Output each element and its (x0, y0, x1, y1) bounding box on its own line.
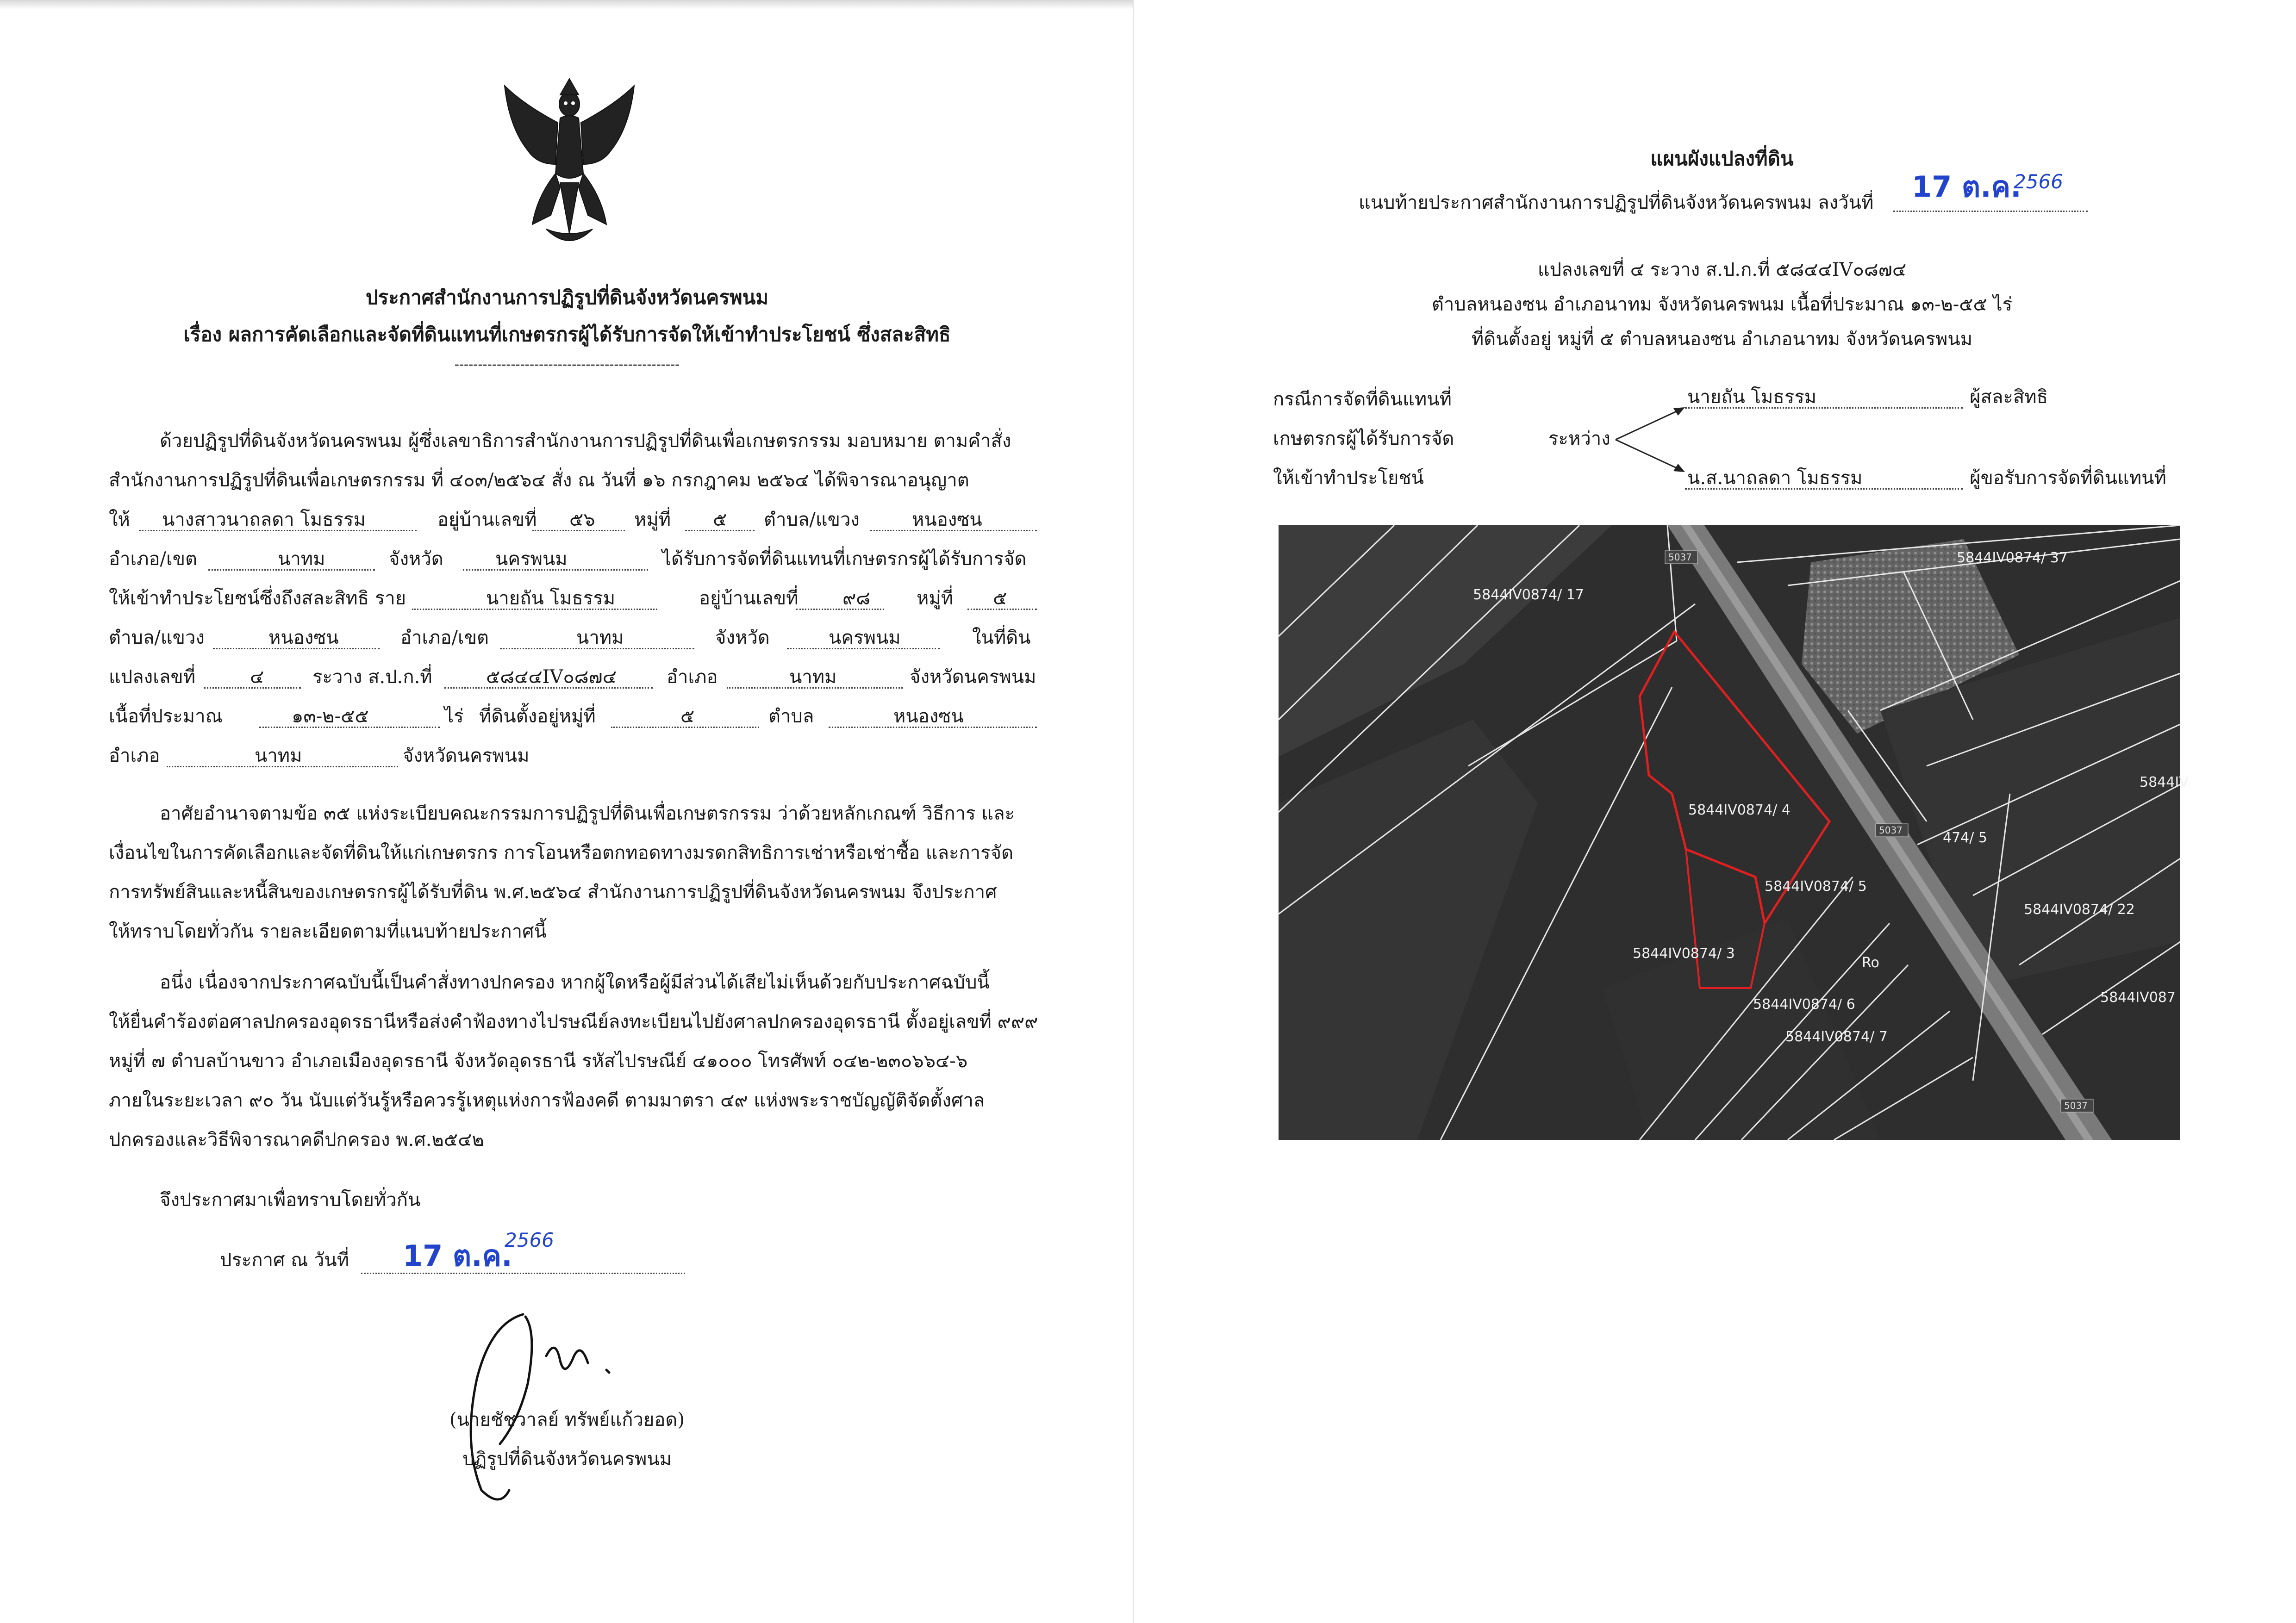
road-sign-1: 5037 (1668, 552, 1692, 563)
plot-moo: ๕ (680, 706, 695, 727)
grantee-tambon: หนองซน (912, 509, 982, 530)
map-label-7: 5844IV0874/ 7 (1785, 1029, 1888, 1045)
annex-date-stamp: 17 ต.ค. (1912, 170, 2021, 204)
label: อำเภอ/เขต (400, 627, 489, 648)
label: หมู่ที่ (634, 509, 671, 530)
waiver-tambon: หนองซน (268, 627, 339, 648)
case-line1: กรณีการจัดที่ดินแทนที่ (1273, 389, 1452, 410)
annex-sub-label: แนบท้ายประกาศสำนักงานการปฏิรูปที่ดินจังหวัดนครพนม ลงวันที่ (1359, 192, 1874, 213)
label: จังหวัด (389, 548, 443, 570)
map-label-right1: 5844IV (2140, 774, 2189, 790)
case-line3: ให้เข้าทำประโยชน์ (1273, 467, 1424, 489)
label: ระวาง ส.ป.ก.ที่ (312, 666, 432, 688)
map-label-474: 474/ 5 (1943, 830, 1987, 846)
plot-area: ๑๓-๒-๕๕ (292, 706, 369, 727)
map-label-5: 5844IV0874/ 5 (1765, 878, 1867, 895)
signer-name: (นายชัชวาลย์ ทรัพย์แก้วยอด) (449, 1409, 685, 1430)
map-label-6: 5844IV0874/ 6 (1753, 996, 1855, 1013)
road-sign-3: 5037 (2064, 1100, 2088, 1111)
notice-subject: เรื่อง ผลการคัดเลือกและจัดที่ดินแทนที่เกษตรกรผู้ได้รับการจัดให้เข้าทำประโยชน์ ซึ่งสละสิทธิ (183, 323, 951, 346)
party2-role: ผู้ขอรับการจัดที่ดินแทนที่ (1970, 467, 2166, 489)
annex-line2: ตำบลหนองซน อำเภอนาทม จังหวัดนครพนม เนื้อที่ประมาณ ๑๓-๒-๕๕ ไร่ (1431, 294, 2013, 315)
map-label-22: 5844IV0874/ 22 (2024, 902, 2135, 918)
date-label: ประกาศ ณ วันที่ (220, 1250, 349, 1271)
grantee-moo: ๕ (713, 509, 727, 530)
arrow-icon (1611, 398, 1694, 481)
label: ให้เข้าทำประโยชน์ซึ่งถึงสละสิทธิ ราย (109, 588, 406, 609)
aerial-map (1279, 525, 2189, 1140)
plot-no: ๔ (250, 666, 264, 688)
map-canvas (1279, 525, 2189, 1140)
label: อำเภอ (667, 666, 718, 688)
p3-line5: ปกครองและวิธีพิจารณาคดีปกครอง พ.ศ.๒๕๔๒ (109, 1129, 484, 1150)
grantee-name: นางสาวนาถลดา โมธรรม (162, 509, 366, 530)
label: จังหวัด (715, 627, 770, 648)
text: จังหวัดนครพนม (910, 666, 1036, 688)
p2-line3: การทรัพย์สินและหนี้สินของเกษตรกรผู้ได้รับที่ดิน พ.ศ.๒๕๖๔ สำนักงานการปฏิรูปที่ดินจังหวัดนครพนม จึงประกาศ (109, 882, 997, 903)
p2-line2: เงื่อนไขในการคัดเลือกและจัดที่ดินให้แก่เกษตรกร การโอนหรือตกทอดทางมรดกสิทธิการเช่าหรือเช่าซื้อ และการจัด (109, 842, 1014, 864)
map-label-ro: Ro (1862, 955, 1879, 971)
party1-name: นายถัน โมธรรม (1687, 386, 1817, 408)
label: อยู่บ้านเลขที่ (699, 588, 799, 609)
grantee-house-no: ๕๖ (569, 509, 595, 530)
signer-title: ปฏิรูปที่ดินจังหวัดนครพนม (462, 1449, 672, 1470)
label: แปลงเลขที่ (109, 666, 196, 688)
waiver-amphoe: นาทม (576, 627, 624, 648)
plot-amphoe-2: นาทม (255, 745, 302, 766)
label: อยู่บ้านเลขที่ (437, 509, 537, 530)
waiver-province: นครพนม (829, 627, 901, 648)
p1-line1: ด้วยปฏิรูปที่ดินจังหวัดนครพนม ผู้ซึ่งเลขาธิการสำนักงานการปฏิรูปที่ดินเพื่อเกษตรกรรม มอบหมาย ตามคำสั่ง (160, 430, 1011, 452)
p3-line2: ให้ยื่นคำร้องต่อศาลปกครองอุดรธานีหรือส่งคำฟ้องทางไปรษณีย์ลงทะเบียนไปยังศาลปกครองอุดรธานี ตั้งอยู่เลขที่ ๙๙๙ (109, 1011, 1038, 1032)
map-label-4: 5844IV0874/ 4 (1688, 802, 1791, 818)
map-label-37: 5844IV0874/ 37 (1957, 550, 2068, 566)
divider: ------------------------------------------------ (454, 356, 680, 373)
scan-edge (0, 0, 1134, 9)
label: ที่ดินตั้งอยู่หมู่ที่ (479, 706, 596, 727)
label: ไร่ (444, 706, 464, 727)
waiver-name: นายถัน โมธรรม (486, 588, 616, 609)
p1-line2: สำนักงานการปฏิรูปที่ดินเพื่อเกษตรกรรม ที่ ๔๐๓/๒๕๖๔ สั่ง ณ วันที่ ๑๖ กรกฎาคม ๒๕๖๔ ได้พิจารณาอนุญาต (109, 470, 969, 491)
p2-line4: ให้ทราบโดยทั่วกัน รายละเอียดตามที่แนบท้ายประกาศนี้ (109, 921, 547, 942)
waiver-moo: ๕ (993, 588, 1007, 609)
map-label-right2: 5844IV087 (2100, 989, 2176, 1006)
text: จังหวัดนครพนม (403, 745, 530, 766)
p3-line3: หมู่ที่ ๗ ตำบลบ้านขาว อำเภอเมืองอุดรธานี จังหวัดอุดรธานี รหัสไปรษณีย์ ๔๑๐๐๐ โทรศัพท์ ๐๔๒-๒๓๐๖๖๔-๖ (109, 1051, 968, 1072)
plot-amphoe: นาทม (789, 666, 837, 688)
garuda-emblem-icon (491, 76, 648, 252)
waiver-house-no: ๙๘ (842, 588, 871, 609)
annex-line1: แปลงเลขที่ ๔ ระวาง ส.ป.ก.ที่ ๕๘๔๔IV๐๘๗๔ (1537, 259, 1907, 280)
annex-title: แผนผังแปลงที่ดิน (1650, 147, 1794, 170)
plot-tambon: หนองซน (893, 706, 964, 727)
p3-line4: ภายในระยะเวลา ๙๐ วัน นับแต่วันรู้หรือควรรู้เหตุแห่งการฟ้องคดี ตามมาตรา ๔๙ แห่งพระราชบัญญัติจัดตั้งศาล (109, 1090, 985, 1111)
closing-text: จึงประกาศมาเพื่อทราบโดยทั่วกัน (160, 1189, 421, 1211)
road-sign-2: 5037 (1879, 825, 1903, 836)
text: ในที่ดิน (972, 627, 1031, 648)
label: หมู่ที่ (917, 588, 954, 609)
date-year: 2566 (505, 1229, 554, 1251)
map-label-17: 5844IV0874/ 17 (1473, 587, 1584, 603)
label: เนื้อที่ประมาณ (109, 706, 223, 727)
text: ได้รับการจัดที่ดินแทนที่เกษตรกรผู้ได้รับการจัด (662, 548, 1027, 570)
label: อำเภอ (109, 745, 160, 766)
annex-date-year: 2566 (2014, 170, 2063, 193)
grantee-amphoe: นาทม (278, 548, 325, 570)
notice-page (0, 0, 1134, 1623)
party2-name: น.ส.นาถลดา โมธรรม (1687, 467, 1863, 489)
p3-line1: อนึ่ง เนื่องจากประกาศฉบับนี้เป็นคำสั่งทางปกครอง หากผู้ใดหรือผู้มีส่วนได้เสียไม่เห็นด้วยกับประกาศฉบับนี้ (160, 972, 990, 993)
label: ตำบล (768, 706, 814, 727)
between-label: ระหว่าง (1548, 428, 1610, 449)
p2-line1: อาศัยอำนาจตามข้อ ๓๕ แห่งระเบียบคณะกรรมการปฏิรูปที่ดินเพื่อเกษตรกรรม ว่าด้วยหลักเกณฑ์ วิธีการ และ (160, 803, 1015, 824)
grantee-province: นครพนม (495, 548, 568, 570)
label: ตำบล/แขวง (764, 509, 860, 530)
notice-title: ประกาศสำนักงานการปฏิรูปที่ดินจังหวัดนครพนม (365, 286, 769, 309)
annex-line3: ที่ดินตั้งอยู่ หมู่ที่ ๕ ตำบลหนองซน อำเภอนาทม จังหวัดนครพนม (1471, 329, 1973, 350)
map-sheet-no: ๕๘๔๔IV๐๘๗๔ (486, 666, 617, 688)
party1-role: ผู้สละสิทธิ (1970, 386, 2048, 408)
case-line2: เกษตรกรผู้ได้รับการจัด (1273, 428, 1454, 449)
map-label-3: 5844IV0874/ 3 (1633, 945, 1735, 962)
label: ตำบล/แขวง (109, 627, 205, 648)
label: ให้ (109, 509, 130, 530)
date-stamp: 17 ต.ค. (403, 1239, 512, 1273)
label: อำเภอ/เขต (109, 548, 198, 570)
